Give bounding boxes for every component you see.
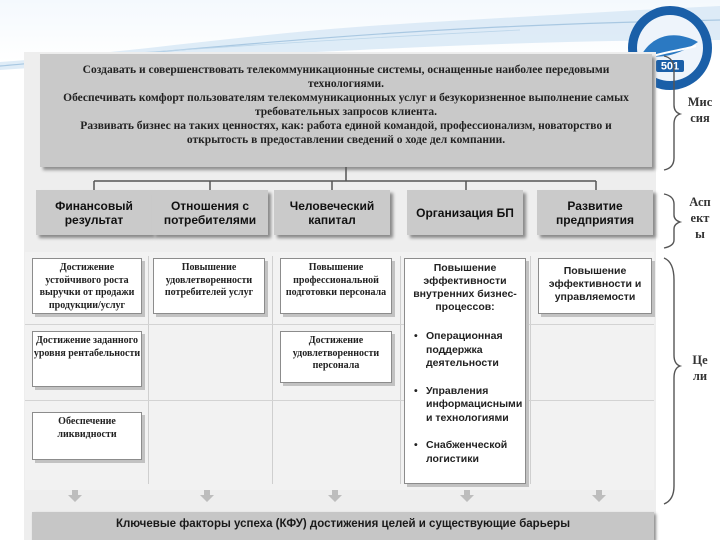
grid-column-divider [148,256,149,484]
down-arrow-icon [592,490,606,502]
aspect-human-capital: Человеческий капитал [274,190,390,235]
grid-column-divider [272,256,273,484]
goal-customer-satisfaction: Повышение удовлетворенности потребителей услуг [153,258,265,314]
down-arrow-icon [200,490,214,502]
aspect-business-processes: Организация БП [407,190,523,235]
mission-line-3: Развивать бизнес на таких ценностях, как: работа единой командой, профессионализм, новаторство и открытость в предоставлении сведений о ходе дел компании. [80,120,612,146]
mission-line-2: Обеспечивать комфорт пользователям телекоммуникационных услуг и безукоризненное выполнение самых требовательных запросов клиента. [63,92,629,118]
section-braces [660,0,684,540]
goal-staff-satisfaction: Достижение удовлетворенности персонала [280,331,392,383]
aspect-customers: Отношения с потребителями [152,190,268,235]
side-label-aspects [683,194,717,242]
goal-staff-training: Повышение профессиональной подготовки персонала [280,258,392,314]
process-goal-item: • Операционная поддержка деятельности [412,330,522,371]
grid-column-divider [400,256,401,484]
goal-efficiency-manageability: Повышение эффективности и управляемости [538,258,652,314]
side-label-goals [683,352,717,384]
side-label-mission [683,94,717,126]
kfu-bar: Ключевые факторы успеха (КФУ) достижения целей и существующие барьеры [32,512,654,540]
aspect-financial: Финансовый результат [36,190,152,235]
down-arrow-icon [68,490,82,502]
goal-revenue-growth: Достижение устойчивого роста выручки от продажи продукции/услуг [32,258,142,314]
process-goal-list [412,330,522,480]
side-label-text: Асп [689,195,711,209]
goal-profitability: Достижение заданного уровня рентабельности [32,331,142,387]
logo-number: 501 [660,60,680,73]
side-label-text: Це [692,353,708,367]
down-arrow-icon [460,490,474,502]
side-label-text: сия [690,111,710,125]
side-label-text: ект [690,211,710,225]
side-label-text: ли [692,369,708,383]
aspect-development: Развитие предприятия [537,190,653,235]
grid-row-divider [25,400,654,401]
grid-row-divider [25,324,654,325]
goal-process-efficiency-title: Повышение эффективности внутренних бизнес-процессов: [413,262,517,313]
side-label-text: ы [695,227,705,241]
process-goal-item: • Снабженческой логистики [412,439,522,466]
down-arrow-icon [328,490,342,502]
grid-column-divider [530,256,531,484]
mission-line-1: Создавать и совершенствовать телекоммуникационные системы, оснащенные наиболее передовыми технологиями. [82,64,610,90]
side-label-text: Мис [687,95,713,109]
goal-liquidity: Обеспечение ликвидности [32,412,142,460]
process-goal-item: • Управления информацисными и технологиями [412,385,522,426]
